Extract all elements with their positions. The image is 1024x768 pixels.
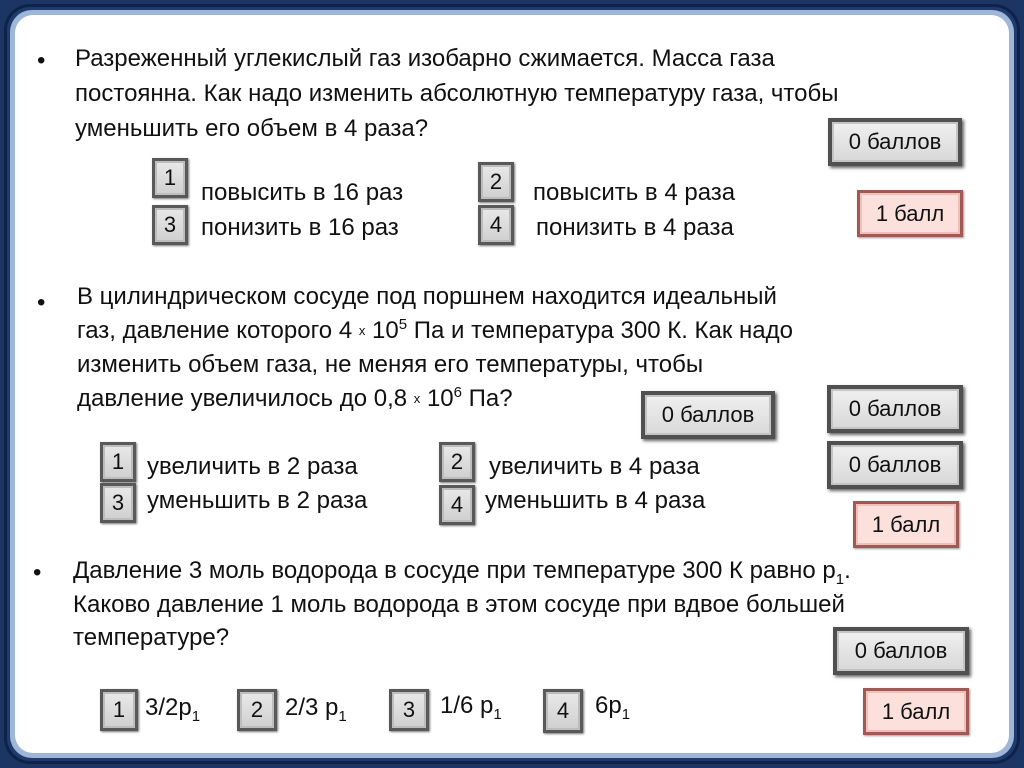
q1-score-zero-button[interactable]: 0 баллов — [828, 118, 962, 166]
q2-option-4-number[interactable]: 4 — [439, 485, 475, 525]
q1-line-2: постоянна. Как надо изменить абсолютную температуру газа, чтобы — [75, 80, 839, 107]
q2-line-2-exponent: 5 — [398, 316, 408, 333]
q3-line-1-a: Давление 3 моль водорода в сосуде при температуре 300 К равно р — [73, 557, 836, 584]
q2-line-1: В цилиндрическом сосуде под поршнем находится идеальный — [77, 283, 777, 310]
q1-option-3-text: понизить в 16 раз — [201, 214, 399, 241]
q2-option-4-text: уменьшить в 4 раза — [485, 487, 706, 514]
q2-line-4-b: 10 — [420, 385, 454, 412]
q2-line-4 — [77, 383, 513, 415]
q3-option-2-sub: 1 — [338, 707, 347, 725]
q2-line-3: изменить объем газа, не меняя его температуры, чтобы — [77, 351, 704, 378]
q3-option-3-number[interactable]: 3 — [389, 689, 429, 731]
q2-line-4-times: x — [413, 391, 421, 406]
q2-line-4-a: давление увеличилось до 0,8 — [77, 385, 414, 412]
q2-bullet: • — [37, 289, 46, 316]
q2-score-one-button[interactable]: 1 балл — [853, 501, 959, 548]
q2-line-2-c: Па и температура 300 К. Как надо — [407, 317, 793, 344]
q3-bullet: • — [33, 559, 42, 586]
q2-line-2-a: газ, давление которого 4 — [77, 317, 359, 344]
q3-option-3-sub: 1 — [493, 705, 502, 723]
q3-option-2-text — [285, 693, 347, 723]
q1-line-3: уменьшить его объем в 4 раза? — [75, 115, 429, 142]
q2-option-3-text: уменьшить в 2 раза — [147, 487, 368, 514]
q1-option-4-number[interactable]: 4 — [478, 205, 514, 245]
q2-score-zero-button-c[interactable]: 0 баллов — [827, 441, 963, 489]
q3-option-1-sub: 1 — [191, 707, 201, 725]
q3-line-1-sub: 1 — [835, 570, 845, 588]
q2-score-zero-button-a[interactable]: 0 баллов — [641, 391, 775, 439]
q3-option-4-text — [595, 691, 630, 721]
q3-line-1 — [73, 555, 851, 587]
q1-score-one-button[interactable]: 1 балл — [857, 190, 963, 237]
q3-option-4-number[interactable]: 4 — [543, 689, 583, 733]
q2-option-2-number[interactable]: 2 — [439, 442, 475, 482]
q1-line-1: Разреженный углекислый газ изобарно сжимается. Масса газа — [75, 45, 775, 72]
q2-option-3-number[interactable]: 3 — [100, 483, 136, 523]
q2-score-zero-button-b[interactable]: 0 баллов — [827, 385, 963, 433]
q2-line-2-b: 10 — [365, 317, 399, 344]
q3-option-1-text — [145, 693, 200, 723]
q1-option-4-text: понизить в 4 раза — [536, 214, 734, 241]
q2-line-4-c: Па? — [462, 385, 513, 412]
q3-option-3-text — [440, 691, 502, 721]
q3-line-1-b: . — [844, 557, 851, 584]
q3-option-2-number[interactable]: 2 — [237, 689, 277, 731]
q3-score-one-button[interactable]: 1 балл — [863, 688, 969, 735]
q1-option-3-number[interactable]: 3 — [152, 205, 188, 245]
q3-option-1-label: 3/2р — [145, 694, 192, 721]
q1-bullet: • — [37, 47, 46, 74]
q2-line-2-times: x — [358, 323, 366, 338]
q3-option-2-label: 2/3 р — [285, 694, 339, 721]
q2-option-1-text: увеличить в 2 раза — [147, 453, 358, 480]
q1-option-1-text: повысить в 16 раз — [201, 179, 404, 206]
q3-option-4-sub: 1 — [621, 705, 631, 723]
q3-line-2: Каково давление 1 моль водорода в этом сосуде при вдвое большей — [73, 591, 845, 618]
q2-option-2-text: увеличить в 4 раза — [489, 453, 700, 480]
q3-line-3: температуре? — [73, 624, 230, 651]
q2-line-4-exponent: 6 — [453, 384, 462, 401]
q1-option-1-number[interactable]: 1 — [152, 158, 188, 198]
q2-option-1-number[interactable]: 1 — [100, 442, 136, 482]
q1-option-2-text: повысить в 4 раза — [533, 179, 736, 206]
q3-score-zero-button[interactable]: 0 баллов — [833, 627, 969, 675]
q1-option-2-number[interactable]: 2 — [478, 162, 514, 202]
slide — [15, 15, 1009, 753]
q3-option-1-number[interactable]: 1 — [100, 689, 138, 731]
q3-option-3-label: 1/6 р — [440, 692, 494, 719]
q3-option-4-label: 6р — [595, 692, 622, 719]
q2-line-2 — [77, 315, 793, 347]
